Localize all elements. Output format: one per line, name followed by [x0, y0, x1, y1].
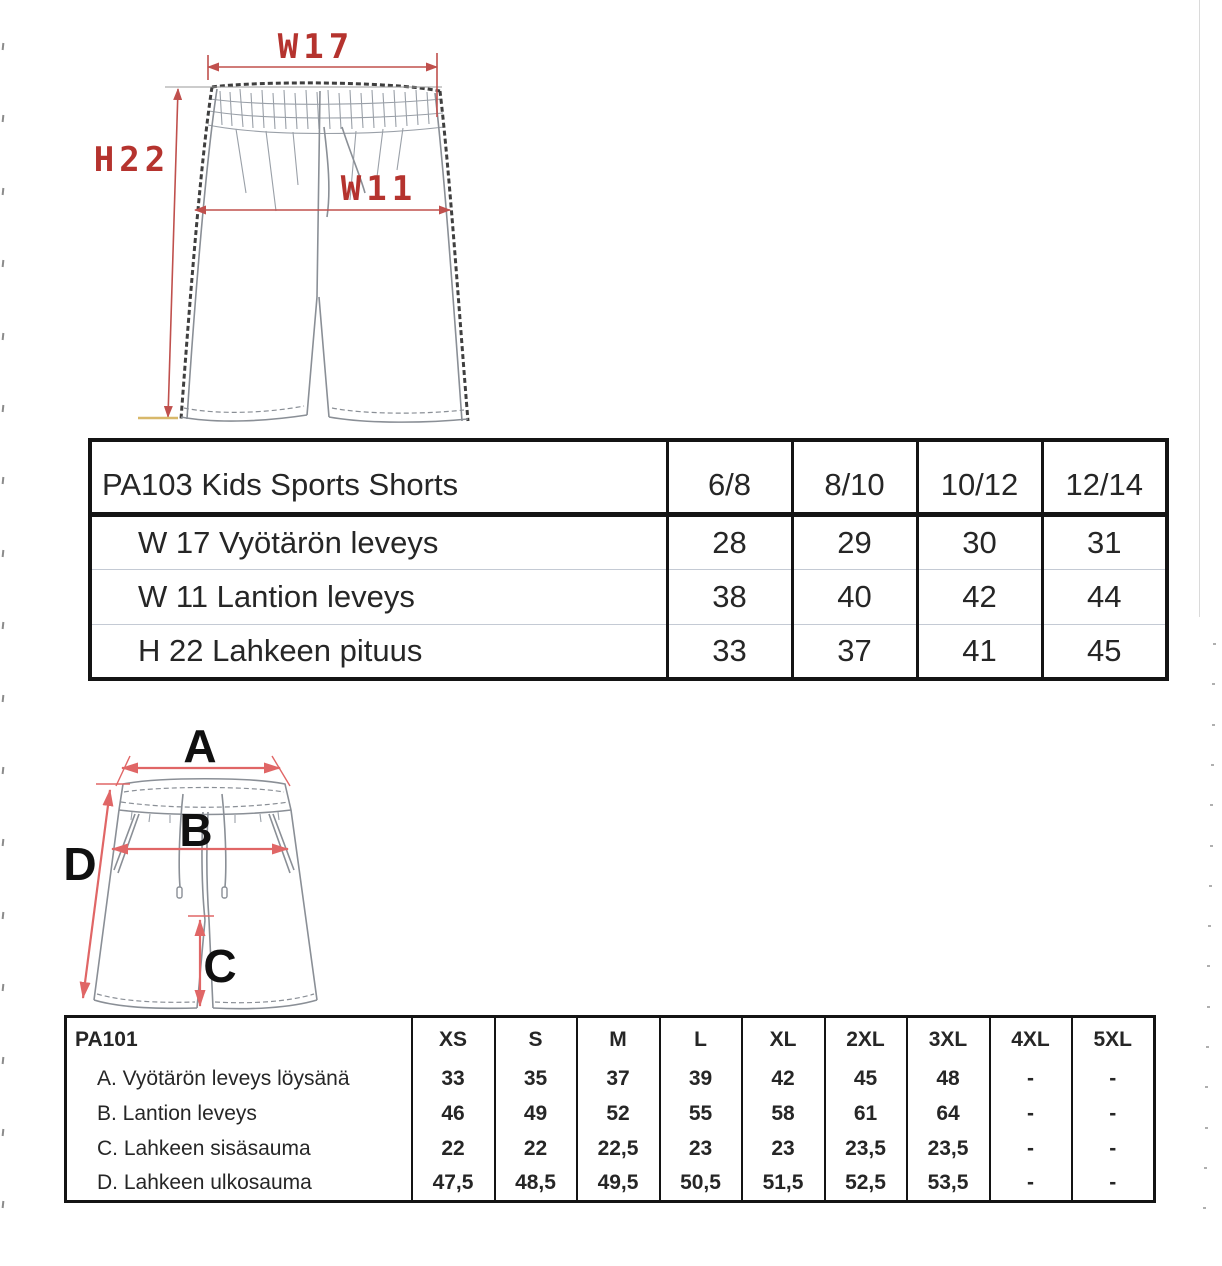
- measurement-row-label: A. Vyötärön leveys löysänä: [97, 1067, 350, 1090]
- measurement-value-cell: 29: [792, 514, 917, 569]
- measurement-value-cell: 30: [917, 514, 1042, 569]
- scan-artifact-tick: [2, 984, 5, 991]
- measurement-row-label: W 17 Vyötärön leveys: [90, 514, 667, 569]
- drawstring-aglet-right: [222, 887, 227, 898]
- measurement-value-cell: 23: [660, 1132, 742, 1167]
- measurement-row-label: W 11 Lantion leveys: [90, 569, 667, 624]
- size-column-header: 8/10: [792, 440, 917, 514]
- kids-size-table-body: [90, 440, 1167, 679]
- measurement-value-cell: 53,5: [907, 1167, 990, 1202]
- measurement-value-cell: 51,5: [742, 1167, 825, 1202]
- scan-artifact-dot: [1207, 965, 1210, 967]
- measurement-row-label: H 22 Lahkeen pituus: [138, 632, 423, 668]
- measurement-value-cell: 22: [495, 1132, 577, 1167]
- outseam-label: D: [63, 838, 97, 890]
- measurement-row: [90, 569, 1167, 624]
- scan-artifact-line: [1199, 0, 1200, 617]
- drawstring-aglet-left: [177, 887, 182, 898]
- scan-artifact-dot: [1210, 804, 1213, 806]
- size-column-header: XL: [742, 1017, 825, 1062]
- measurement-value-cell: 44: [1042, 569, 1167, 624]
- measurement-value-cell: 52: [577, 1097, 660, 1132]
- measurement-value-cell: 22,5: [577, 1132, 660, 1167]
- scan-artifact-dot: [1208, 925, 1211, 927]
- measurement-value-cell: 55: [660, 1097, 742, 1132]
- measurement-value-cell: 40: [792, 569, 917, 624]
- right-side-seam-inner: [435, 93, 462, 421]
- measurement-value-cell: 41: [917, 624, 1042, 679]
- measurement-value-cell: 45: [1042, 624, 1167, 679]
- measurement-value-cell: 37: [577, 1062, 660, 1097]
- measurement-row: [66, 1132, 1155, 1167]
- scan-artifact-tick: [2, 477, 5, 484]
- measurement-value-cell: 33: [667, 624, 792, 679]
- hip-width-label: B: [179, 804, 213, 856]
- adult-shorts-measurement-diagram: [50, 722, 340, 1014]
- scan-artifact-tick: [2, 260, 5, 267]
- right-pocket-opening: [269, 814, 294, 873]
- size-column-header: XS: [412, 1017, 495, 1062]
- scan-artifact-dot: [1205, 1086, 1208, 1088]
- scan-artifact-dot: [1205, 1127, 1208, 1129]
- size-column-header: S: [495, 1017, 577, 1062]
- scan-artifact-tick: [2, 405, 5, 412]
- hem-stitching: [184, 406, 464, 413]
- waistband-gathers: [220, 89, 429, 129]
- measurement-value-cell: -: [1072, 1062, 1155, 1097]
- measurement-value-cell: 39: [660, 1062, 742, 1097]
- measurement-value-cell: 61: [825, 1097, 907, 1132]
- waistband-stitch-lines: [208, 99, 444, 134]
- measurement-value-cell: 58: [742, 1097, 825, 1132]
- measurement-value-cell: 23,5: [907, 1132, 990, 1167]
- shorts-drawing: [181, 83, 468, 422]
- measurement-row-label: D. Lahkeen ulkosauma: [97, 1171, 312, 1195]
- scan-artifact-dot: [1211, 764, 1214, 766]
- scan-artifact-tick: [2, 695, 5, 702]
- outseam-height-arrow: [168, 89, 178, 417]
- measurement-row-label: B. Lantion leveys: [97, 1102, 257, 1125]
- size-column-header: 3XL: [907, 1017, 990, 1062]
- measurement-value-cell: -: [990, 1097, 1072, 1132]
- size-column-header: 5XL: [1072, 1017, 1155, 1062]
- size-column-header: L: [660, 1017, 742, 1062]
- scan-artifact-tick: [2, 1057, 5, 1064]
- size-column-header: 12/14: [1042, 440, 1167, 514]
- measurement-value-cell: 49,5: [577, 1167, 660, 1202]
- scan-artifact-dot: [1213, 643, 1216, 645]
- scan-artifact-tick: [2, 622, 5, 629]
- left-side-seam: [181, 87, 212, 419]
- measurement-value-cell: 50,5: [660, 1167, 742, 1202]
- size-table-header-row: [90, 440, 1167, 514]
- dimension-annotations: [63, 722, 290, 1006]
- measurement-row-label: C. Lahkeen sisäsauma: [97, 1137, 311, 1160]
- measurement-value-cell: -: [1072, 1167, 1155, 1202]
- scan-artifact-dot: [1212, 724, 1215, 726]
- measurement-value-cell: 35: [495, 1062, 577, 1097]
- measurement-value-cell: -: [1072, 1132, 1155, 1167]
- outseam-arrow: [83, 790, 110, 998]
- scan-artifact-tick: [2, 912, 5, 919]
- measurement-value-cell: 47,5: [412, 1167, 495, 1202]
- left-side-seam-inner: [187, 89, 217, 419]
- kids-shorts-measurement-diagram: [88, 25, 508, 437]
- measurement-value-cell: 52,5: [825, 1167, 907, 1202]
- waist-width-label: W17: [277, 27, 355, 67]
- measurement-value-cell: 42: [742, 1062, 825, 1097]
- scan-artifact-tick: [2, 115, 5, 122]
- scan-artifact-dot: [1212, 683, 1215, 685]
- scan-artifact-dot: [1204, 1167, 1207, 1169]
- measurement-value-cell: -: [1072, 1097, 1155, 1132]
- measurement-value-cell: -: [990, 1132, 1072, 1167]
- measurement-value-cell: 28: [667, 514, 792, 569]
- size-column-header: 6/8: [667, 440, 792, 514]
- measurement-value-cell: 23,5: [825, 1132, 907, 1167]
- measurement-value-cell: 46: [412, 1097, 495, 1132]
- size-column-header: 4XL: [990, 1017, 1072, 1062]
- scan-artifact-tick: [2, 767, 5, 774]
- leg-hems: [181, 415, 468, 422]
- scan-artifact-tick: [2, 1201, 5, 1208]
- scan-artifact-dot: [1203, 1207, 1206, 1209]
- measurement-row: [66, 1097, 1155, 1132]
- scan-artifact-tick: [2, 839, 5, 846]
- measurement-value-cell: 33: [412, 1062, 495, 1097]
- measurement-row: [66, 1062, 1155, 1097]
- measurement-value-cell: 31: [1042, 514, 1167, 569]
- adult-shorts-size-table: [64, 1015, 1156, 1203]
- measurement-value-cell: -: [990, 1062, 1072, 1097]
- size-table-header-row: [66, 1017, 1155, 1062]
- scan-artifact-tick: [2, 1129, 5, 1136]
- table-title: PA103 Kids Sports Shorts: [90, 440, 667, 514]
- measurement-value-cell: 45: [825, 1062, 907, 1097]
- waist-width-label: A: [183, 722, 217, 772]
- scan-artifact-dot: [1207, 1006, 1210, 1008]
- measurement-row: [90, 624, 1167, 679]
- measurement-value-cell: 48: [907, 1062, 990, 1097]
- measurement-value-cell: 38: [667, 569, 792, 624]
- adult-size-table-body: [66, 1017, 1155, 1202]
- outseam-height-label: H22: [93, 140, 171, 180]
- measurement-value-cell: 48,5: [495, 1167, 577, 1202]
- table-title: PA101: [75, 1027, 138, 1051]
- measurement-value-cell: 23: [742, 1132, 825, 1167]
- measurement-row: [66, 1167, 1155, 1202]
- scan-artifact-tick: [2, 188, 5, 195]
- size-column-header: M: [577, 1017, 660, 1062]
- measurement-value-cell: 37: [792, 624, 917, 679]
- measurement-value-cell: -: [990, 1167, 1072, 1202]
- measurement-value-cell: 64: [907, 1097, 990, 1132]
- leg-hems: [94, 1000, 317, 1009]
- scan-artifact-dot: [1209, 885, 1212, 887]
- measurement-value-cell: 49: [495, 1097, 577, 1132]
- scan-artifact-dot: [1210, 845, 1213, 847]
- scan-artifact-dot: [1206, 1046, 1209, 1048]
- scan-artifact-tick: [2, 550, 5, 557]
- scan-artifact-tick: [2, 333, 5, 340]
- hem-stitching: [97, 994, 314, 1003]
- measurement-value-cell: 42: [917, 569, 1042, 624]
- right-side-seam: [440, 91, 468, 421]
- size-column-header: 10/12: [917, 440, 1042, 514]
- size-column-header: 2XL: [825, 1017, 907, 1062]
- inseam-label: C: [203, 940, 237, 992]
- measurement-value-cell: 22: [412, 1132, 495, 1167]
- measurement-row: [90, 514, 1167, 569]
- scan-artifact-tick: [2, 43, 5, 50]
- kids-shorts-size-table: [88, 438, 1169, 681]
- hip-width-label: W11: [340, 169, 418, 209]
